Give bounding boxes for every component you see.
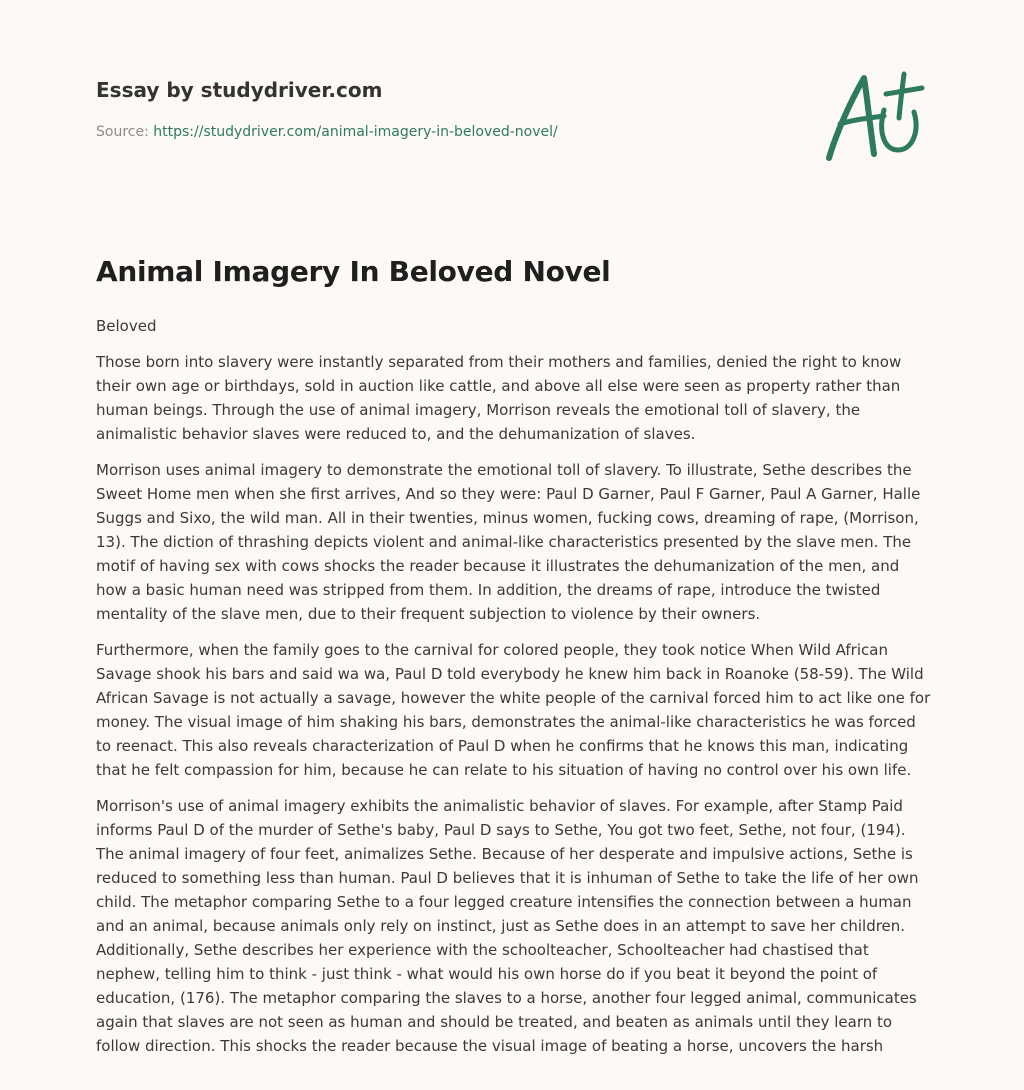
article-paragraph: Furthermore, when the family goes to the carnival for colored people, they took notice When Wild African Savage shook his bars and said wa wa, Paul D told everybody he knew him back in Roanoke (58-59). The Wild African Savage is not actually a savage, however the white people of the carnival forced him to act like one for money. The visual image of him shaking his bars, demonstrates the animal-like characteristics he was forced to reenact. This also reveals characterization of Paul D when he confirms that he knows this man, indicating that he felt compassion for him, because he can relate to his situation of having no control over his own life. <box>96 641 931 779</box>
a-plus-logo <box>820 66 930 166</box>
article-paragraph: Beloved <box>96 317 157 335</box>
article <box>96 252 932 1070</box>
source-label: Source: <box>96 124 149 140</box>
site-brand: Essay by studydriver.com <box>96 78 383 102</box>
a-plus-logo-icon <box>820 66 930 166</box>
article-paragraph: Morrison uses animal imagery to demonstrate the emotional toll of slavery. To illustrate, Sethe describes the Sweet Home men when she first arrives, And so they were: Paul D Garner, Paul F Garner, Paul A Garner, Halle Suggs and Sixo, the wild man. All in their twenties, minus women, fucking cows, dreaming of rape, (Morrison, 13). The diction of thrashing depicts violent and animal-like characteristics presented by the slave men. The motif of having sex with cows shocks the reader because it illustrates the dehumanization of the men, and how a basic human need was stripped from them. In addition, the dreams of rape, introduce the twisted mentality of the slave men, due to their frequent subjection to violence by their owners. <box>96 461 921 623</box>
article-paragraph: Morrison's use of animal imagery exhibits the animalistic behavior of slaves. For example, after Stamp Paid informs Paul D of the murder of Sethe's baby, Paul D says to Sethe, You got two feet, Sethe, not four, (194). The animal imagery of four feet, animalizes Sethe. Because of her desperate and impulsive actions, Sethe is reduced to something less than human. Paul D believes that it is inhuman of Sethe to take the life of her own child. The metaphor comparing Sethe to a four legged creature intensifies the connection between a human and an animal, because animals only rely on instinct, just as Sethe does in an attempt to save her children. Additionally, Sethe describes her experience with the schoolteacher, Schoolteacher had chastised that nephew, telling him to think - just think - what would his own horse do if you beat it beyond the point of education, (176). The metaphor comparing the slaves to a horse, another four legged animal, communicates again that slaves are not seen as human and should be treated, and beaten as animals until they learn to follow direction. This shocks the reader because the visual image of beating a horse, uncovers the harsh <box>96 797 919 1055</box>
article-paragraph: Those born into slavery were instantly separated from their mothers and families, denied the right to know their own age or birthdays, sold in auction like cattle, and above all else were seen as property rather than human beings. Through the use of animal imagery, Morrison reveals the emotional toll of slavery, the animalistic behavior slaves were reduced to, and the dehumanization of slaves. <box>96 353 902 443</box>
source-link[interactable]: https://studydriver.com/animal-imagery-in-beloved-novel/ <box>153 124 558 140</box>
article-title: Animal Imagery In Beloved Novel <box>96 255 611 288</box>
page-header <box>96 76 696 142</box>
source-line <box>96 122 696 142</box>
